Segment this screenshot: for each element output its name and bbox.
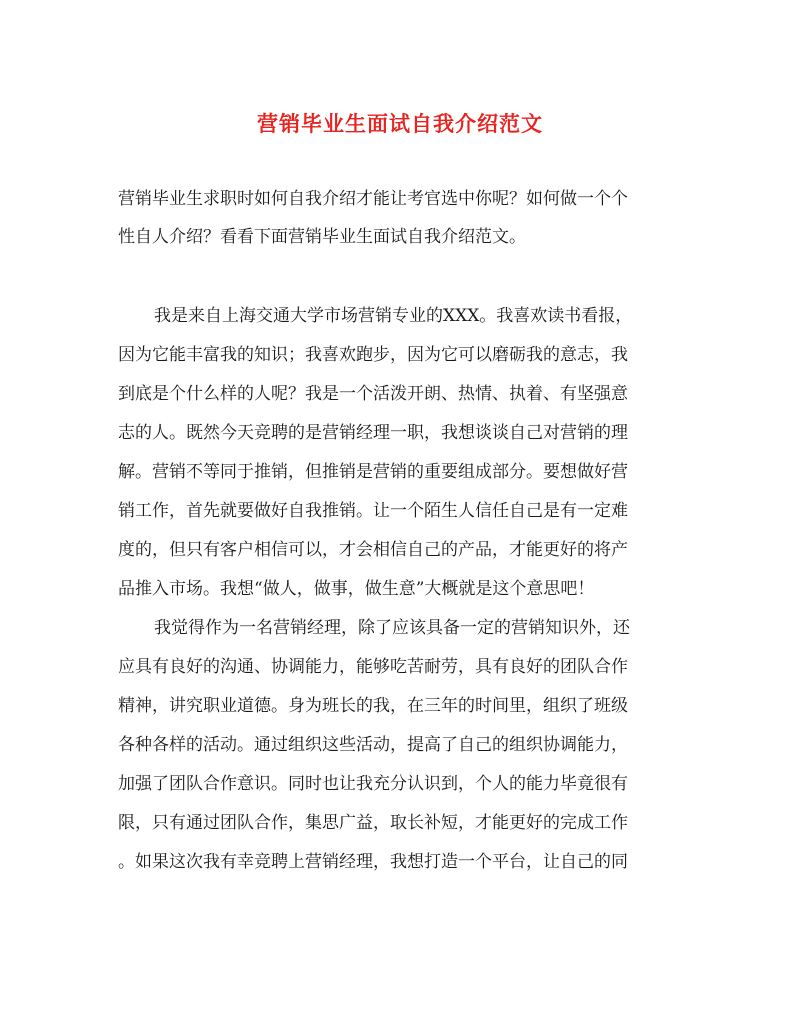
text-line bbox=[0, 531, 800, 569]
text-line-content: 加强了团队合作意识。同时也让我充分认识到，个人的能力毕竟很有 bbox=[118, 774, 628, 794]
text-line bbox=[0, 218, 800, 256]
text-line bbox=[0, 648, 800, 686]
text-line-content: 度的，但只有客户相信可以，才会相信自己的产品，才能更好的将产 bbox=[118, 540, 628, 560]
text-line bbox=[0, 765, 800, 803]
text-line-content: 限，只有通过团队合作，集思广益，取长补短，才能更好的完成工作 bbox=[118, 813, 628, 833]
text-line-content: 我觉得作为一名营销经理，除了应该具备一定的营销知识外，还 bbox=[154, 618, 630, 638]
text-line-content: 销工作，首先就要做好自我推销。让一个陌生人信任自己是有一定难 bbox=[118, 501, 628, 521]
text-line-content: 。如果这次我有幸竞聘上营销经理，我想打造一个平台，让自己的同 bbox=[118, 852, 628, 872]
text-line-content: 应具有良好的沟通、协调能力，能够吃苦耐劳，具有良好的团队合作 bbox=[118, 657, 628, 677]
text-line-content: 到底是个什么样的人呢？我是一个活泼开朗、热情、执着、有坚强意 bbox=[118, 384, 628, 404]
text-line-content: 我是来自上海交通大学市场营销专业的XXX。我喜欢读书看报， bbox=[154, 306, 633, 326]
text-line bbox=[0, 687, 800, 725]
text-line-content: 营销毕业生求职时如何自我介绍才能让考官选中你呢？如何做一个个 bbox=[118, 189, 628, 209]
text-line-content: 品推入市场。我想“做人，做事，做生意”大概就是这个意思吧！ bbox=[118, 579, 595, 599]
text-line bbox=[0, 414, 800, 452]
text-line bbox=[0, 375, 800, 413]
text-line bbox=[0, 804, 800, 842]
text-line bbox=[0, 609, 800, 647]
text-line bbox=[0, 843, 800, 881]
text-line bbox=[0, 570, 800, 608]
text-line bbox=[0, 336, 800, 374]
text-line bbox=[0, 453, 800, 491]
text-line bbox=[0, 180, 800, 218]
text-line-content: 因为它能丰富我的知识；我喜欢跑步，因为它可以磨砺我的意志，我 bbox=[118, 345, 628, 365]
text-line bbox=[0, 492, 800, 530]
text-line-content: 精神，讲究职业道德。身为班长的我，在三年的时间里，组织了班级 bbox=[118, 696, 628, 716]
document-title: 营销毕业生面试自我介绍范文 bbox=[257, 111, 543, 136]
text-line-content: 志的人。既然今天竞聘的是营销经理一职，我想谈谈自己对营销的理 bbox=[118, 423, 628, 443]
text-line-content: 性自人介绍？看看下面营销毕业生面试自我介绍范文。 bbox=[118, 227, 526, 247]
text-line-content: 解。营销不等同于推销，但推销是营销的重要组成部分。要想做好营 bbox=[118, 462, 628, 482]
text-line-content: 各种各样的活动。通过组织这些活动，提高了自己的组织协调能力， bbox=[118, 735, 628, 755]
text-line bbox=[0, 297, 800, 335]
text-line bbox=[0, 726, 800, 764]
